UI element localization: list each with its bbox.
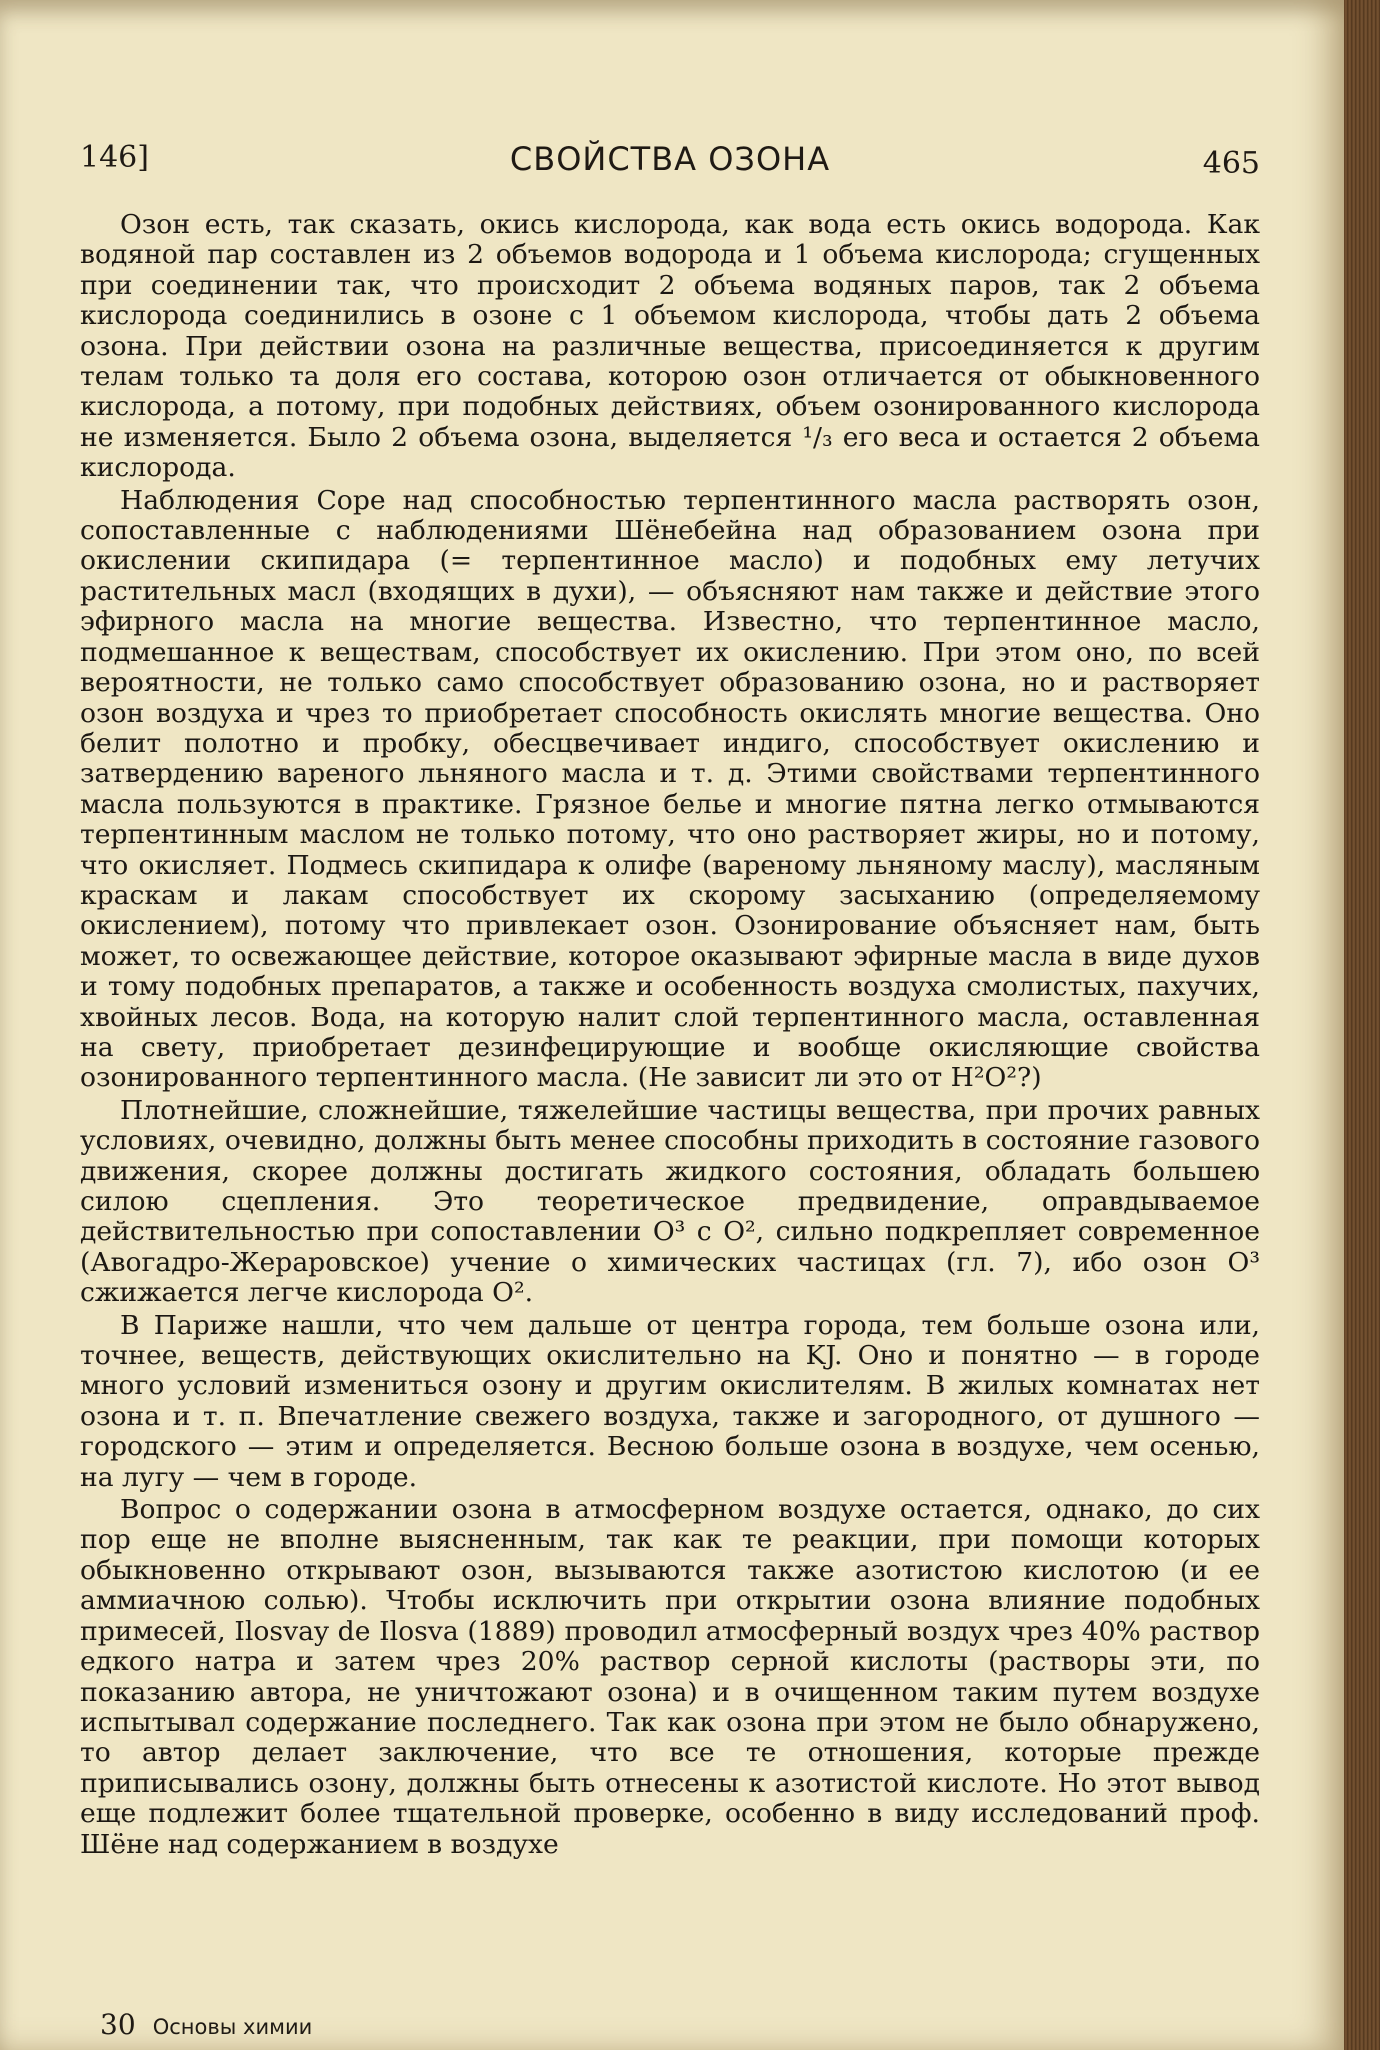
book-fore-edge — [1344, 0, 1380, 2050]
page-title: СВОЙСТВА ОЗОНА — [509, 140, 831, 178]
body-text — [80, 210, 1260, 1860]
section-number: 146] — [80, 140, 149, 175]
running-header — [80, 140, 1260, 188]
book-title: Основы химии — [152, 2015, 313, 2039]
paragraph: В Париже нашли, что чем дальше от центра города, тем больше озона или, точнее, веществ, действующих окислительно на KJ. Оно и понятно — в городе много условий измениться озону и другим окислителям. В жилых комнатах нет озона и т. п. Впечатление свежего воздуха, также и загородного, от душного — городского — этим и определяется. Весною больше озона в воздухе, чем осенью, на лугу — чем в городе. — [80, 1309, 1260, 1493]
signature-number: 30 — [100, 2008, 136, 2041]
paragraph: Плотнейшие, сложнейшие, тяжелейшие частицы вещества, при прочих равных условиях, очевидно, должны быть менее способны приходить в состояние газового движения, скорее должны достигать жидкого состояния, обладать большею силою сцепления. Это теоретическое предвидение, оправдываемое действительностью при сопоставлении O³ с O², сильно подкрепляет современное (Авогадро-Жераровское) учение о химических частицах (гл. 7), ибо озон O³ сжижается легче кислорода O². — [80, 1094, 1260, 1309]
page-number: 465 — [1202, 146, 1260, 181]
paragraph: Наблюдения Соре над способностью терпентинного масла растворять озон, сопоставленные с наблюдениями Шёнебейна над образованием озона при окислении скипидара (= терпентинное масло) и подобных ему летучих растительных масл (входящих в духи), — объясняют нам также и действие этого эфирного масла на многие вещества. Известно, что терпентинное масло, подмешанное к веществам, способствует их окислению. При этом оно, по всей вероятности, не только само способствует образованию озона, но и растворяет озон воздуха и чрез то приобретает способность окислять многие вещества. Оно белит полотно и пробку, обесцвечивает индиго, способствует окислению и затвердению вареного льняного масла и т. д. Этими свойствами терпентинного масла пользуются в практике. Грязное белье и многие пятна легко отмываются терпентинным маслом не только потому, что оно растворяет жиры, но и потому, что окисляет. Подмесь скипидара к олифе (вареному льняному маслу), масляным краскам и лакам способствует их скорому засыханию (определяемому окислением), потому что привлекает озон. Озонирование объясняет нам, быть может, то освежающее действие, которое оказывают эфирные масла в виде духов и тому подобных препаратов, а также и особенность воздуха смолистых, пахучих, хвойных лесов. Вода, на которую налит слой терпентинного масла, оставленная на свету, приобретает дезинфецирующие и вообще окисляющие свойства озонированного терпентинного масла. (Не зависит ли это от H²O²?) — [80, 484, 1260, 1094]
page-footer — [100, 2008, 312, 2041]
paragraph: Вопрос о содержании озона в атмосферном воздухе остается, однако, до сих пор еще не вполне выясненным, так как те реакции, при помощи которых обыкновенно открывают озон, вызываются также азотистою кислотою (и ее аммиачною солью). Чтобы исключить при открытии озона влияние подобных примесей, Ilosvay de Ilosva (1889) проводил атмосферный воздух чрез 40% раствор едкого натра и затем чрез 20% раствор серной кислоты (растворы эти, по показанию автора, не уничтожают озона) и в очищенном таким путем воздухе испытывал содержание последнего. Так как озона при этом не было обнаружено, то автор делает заключение, что все те отношения, которые прежде приписывались озону, должны быть отнесены к азотистой кислоте. Но этот вывод еще подлежит более тщательной проверке, особенно в виду исследований проф. Шёне над содержанием в воздухе — [80, 1494, 1260, 1860]
paragraph: Озон есть, так сказать, окись кислорода, как вода есть окись водорода. Как водяной пар составлен из 2 объемов водорода и 1 объема кислорода; сгущенных при соединении так, что происходит 2 объема водяных паров, так 2 объема кислорода соединились в озоне с 1 объемом кислорода, чтобы дать 2 объема озона. При действии озона на различные вещества, присоединяется к другим телам только та доля его состава, которою озон отличается от обыкновенного кислорода, а потому, при подобных действиях, объем озонированного кислорода не изменяется. Было 2 объема озона, выделяется ¹/₃ его веса и остается 2 объема кислорода. — [80, 209, 1260, 484]
